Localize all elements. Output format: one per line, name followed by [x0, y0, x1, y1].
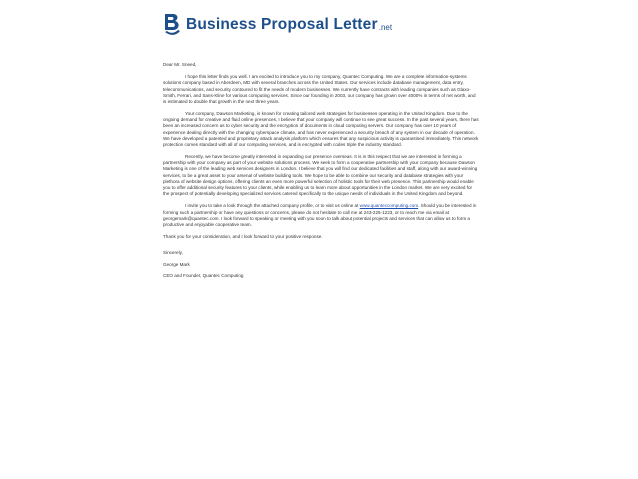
paragraph-partnership: Recently, we have become greatly interested in expanding our presence overseas. It is in this respect that we are interested in forming a partnership with your company as part of your website solutions process. We seek to form a cooperative partnership with your company because Dawson Marketing is one of the leading web services designers in London. I believe that you will find our dedicated facilities and staff, along with our award-winning services, to be a great asset to your arsenal of website building tools. We hope to be able to combine our security and database strategies with your plethora of website design options, offering clients an even more powerful selection of holistic tools for their web presence. This partnership would enable you to offer additional security features to your clients, while enabling us to learn more about opportunities in the London market. We are very excited for the prospect of potentially developing specialized services catered specifically to the unique needs of individuals in the United Kingdom and beyond.: [163, 154, 478, 197]
brand-logo-icon: [162, 12, 182, 38]
closing-line: Thank you for your consideration, and I look forward to your positive response.: [163, 234, 323, 240]
signoff: Sincerely,: [163, 250, 183, 256]
invitation-text: I invite you to take a look through the attached company profile, or to visit us online at: [185, 203, 359, 209]
brand-name: Business Proposal Letter: [186, 16, 378, 33]
brand-header: [162, 12, 392, 38]
invitation-contact-text: . Should you be interested in forming such a partnership or have any questions or concerns, please do not hesitate to call me at 243-225-1223, or to reach me via email at georgemark@quantec.com. I look forward to speaking or meeting with you soon to talk about potential projects and services that can allow us to form a productive and enjoyable cooperative team.: [163, 203, 477, 227]
salutation: Dear Mr. Sneed,: [163, 62, 197, 67]
signer-name: George Mark: [163, 262, 190, 268]
paragraph-intro: I hope this letter finds you well. I am excited to introduce you to my company, Quantec Computing. We are a complete information-systems solutions company based in Aberdeen, MD with several branches across the United States. Our services include database management, data entry, telecommunications, and security contoured to fit the needs of modern businesses. We currently have contracts with leading companies such as Glaxo-Smith, Ferrari, and Sans-Kline for various computing services. Since our founding in 2003, our company has grown over 4000% in terms of net worth, and is estimated to double that growth in the next three years.: [163, 74, 476, 104]
paragraph-invitation: [163, 203, 479, 228]
paragraph-recipient: Your company, Dawson Marketing, is known for creating tailored web strategies for businesses operating in the United Kingdom. Due to the ongoing demand for creative and fluid online presences, I believe that your company will continue to see great success. In the past several years, there has been an increased concern as to cyber security and the encryption of documents in cloud computing servers. Our company has over 10 years of experience dealing directly with the changing cyberspace climate, and has never experienced a security breach of any system in our decade of operation. We have developed a patented and proprietary attack analysis platform which ensures that any suspicious activity is quarantined immediately. This network protection comes standard with all of our computing services, and is encrypted with codes triple the industry standard.: [163, 111, 479, 147]
letter-body: [163, 62, 479, 279]
website-link[interactable]: www.quanteccomputing.com: [359, 203, 419, 209]
signer-title: CEO and Founder, Quantec Computing: [163, 272, 244, 278]
brand-suffix: .net: [378, 22, 393, 32]
